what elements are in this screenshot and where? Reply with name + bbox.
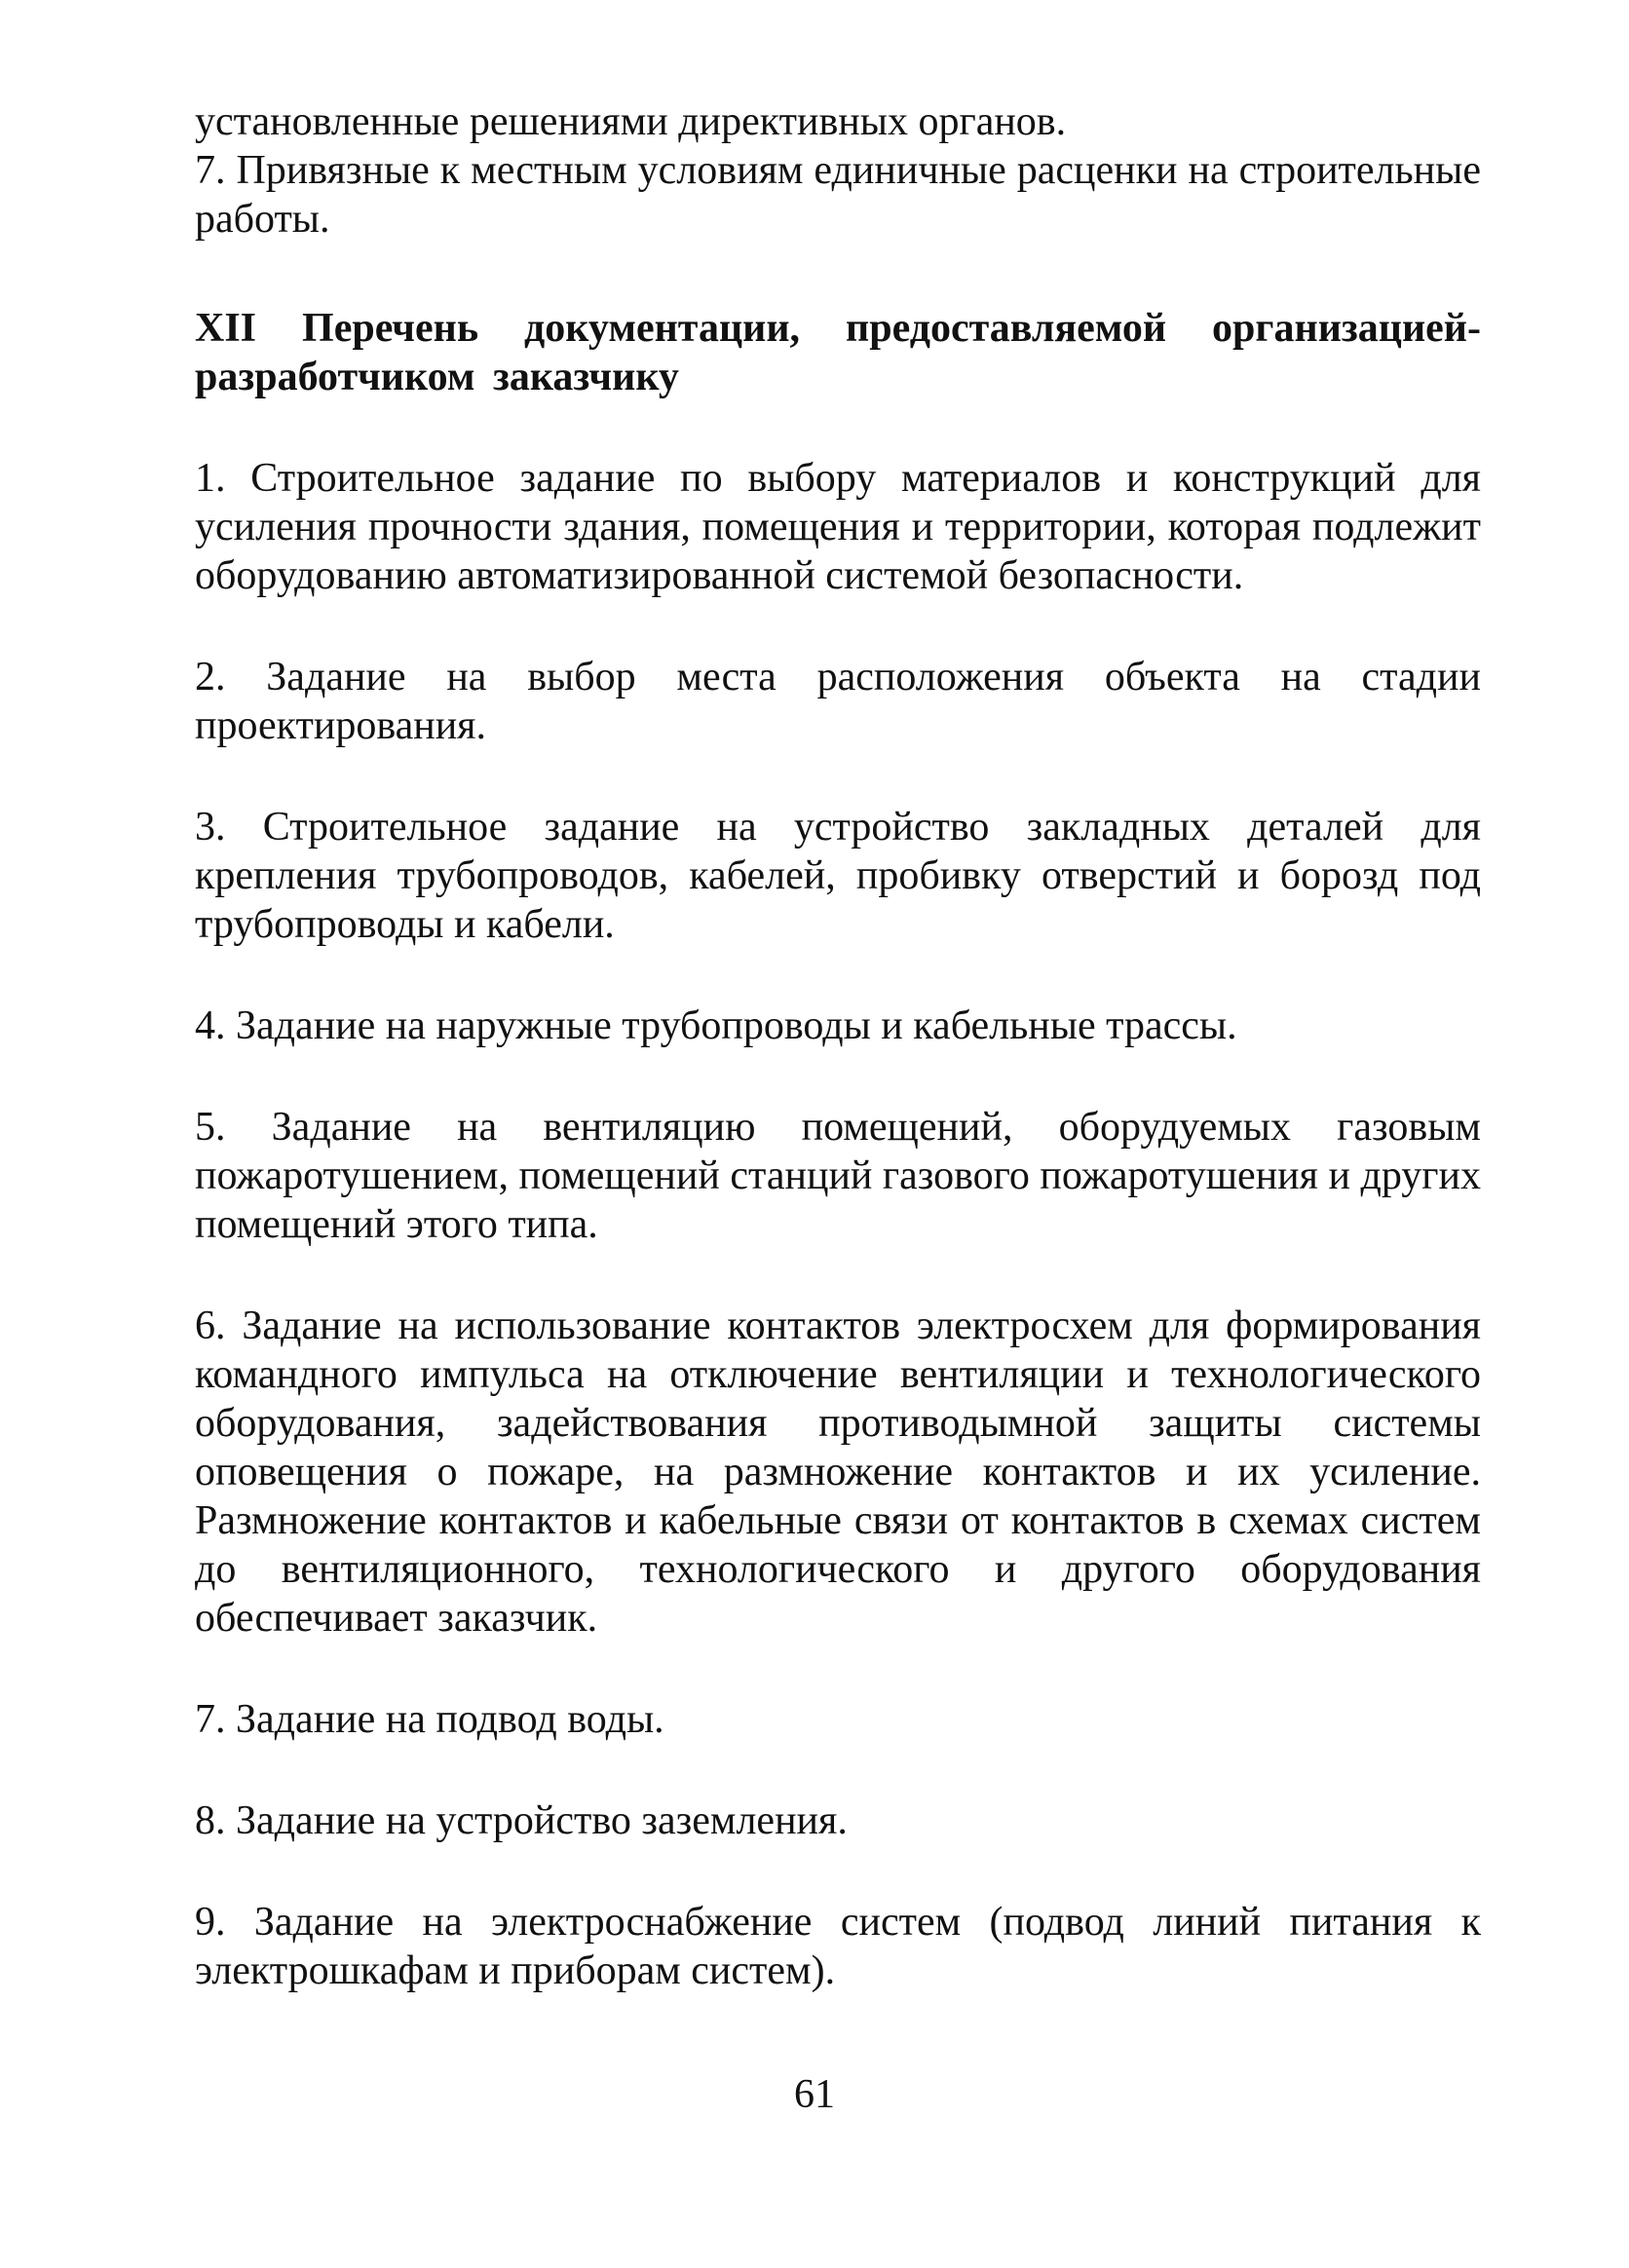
intro-item-7: 7. Привязные к местным условиям единичные расценки на строительные работы. (195, 148, 1481, 242)
list-item-4: 4. Задание на наружные трубопроводы и кабельные трассы. (195, 1003, 1237, 1048)
list-item-8: 8. Задание на устройство заземления. (195, 1798, 848, 1843)
list-item-2: 2. Задание на выбор места расположения объекта на стадии проектирования. (195, 655, 1481, 748)
list-item-9: 9. Задание на электроснабжение систем (подвод линий питания к электрошкафам и приборам систем). (195, 1900, 1481, 1993)
document-page (195, 97, 1481, 1995)
list-item-7: 7. Задание на подвод воды. (195, 1697, 664, 1742)
section-heading: XII Перечень документации, предоставляемой организацией-разработчиком заказчику (195, 306, 1481, 399)
intro-text-line: установленные решениями директивных органов. (195, 99, 1067, 144)
list-item-6: 6. Задание на использование контактов электросхем для формирования командного импульса на отключение вентиляции и технологического оборудования, задействования противодымной защиты системы оповещения о пожаре, на размножение контактов и их усиление. Размножение контактов и кабельные связи от контактов в схемах систем до вентиляционного, технологического и другого оборудования обеспечивает заказчик. (195, 1304, 1481, 1641)
list-item-1: 1. Строительное задание по выбору материалов и конструкций для усиления прочности здания, помещения и территории, которая подлежит оборудованию автоматизированной системой безопасности. (195, 456, 1481, 598)
list-item-3: 3. Строительное задание на устройство закладных деталей для крепления трубопроводов, кабелей, пробивку отверстий и борозд под трубопроводы и кабели. (195, 805, 1481, 947)
page-number: 61 (794, 2072, 835, 2117)
list-item-5: 5. Задание на вентиляцию помещений, оборудуемых газовым пожаротушением, помещений станций газового пожаротушения и других помещений этого типа. (195, 1105, 1481, 1247)
